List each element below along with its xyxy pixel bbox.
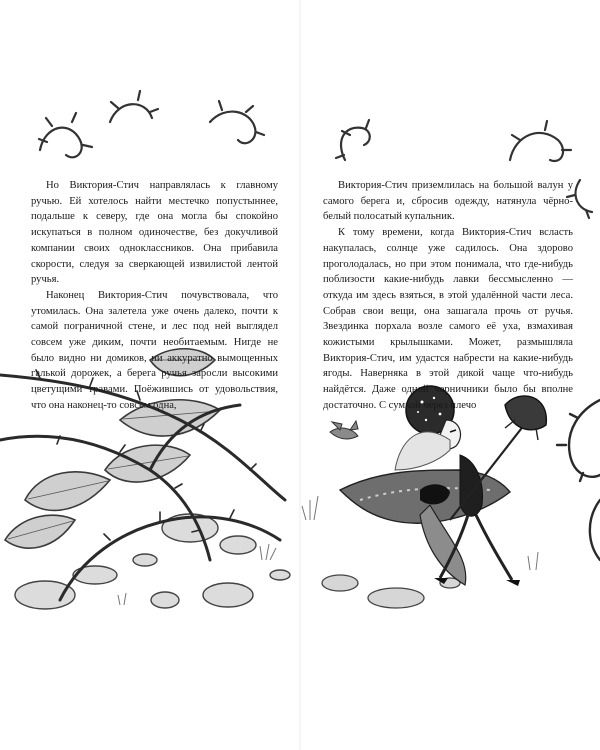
right-text-column <box>323 178 573 414</box>
side-vine <box>557 400 600 560</box>
right-paragraph-2: К тому времени, когда Виктория-Стич всласть накупалась, солнце уже садилось. Она здорово проголодалась, но при этом понимала, что где-нибудь поблизости какие-нибудь лавки бессмысленно — откуда им здесь взяться, в этой удалённой части леса. Собрав свои вещи, она зашагала прочь от ручья. Звездинка порхала возле самого её уха, взмахивая кожистыми крылышками. Может, размышляла Виктория-Стич, им удастся набрести на какие-нибудь ягоды. Наверняка в этой дикой чаще что-нибудь найдётся. Даже одной черничники было бы вполне достаточно. С сумкой через плечо <box>323 227 573 411</box>
right-paragraph-1: Виктория-Стич приземлилась на большой валун у самого берега и, сбросив одежду, натянула чёрно-белый полосатый купальник. <box>323 180 573 223</box>
left-text-column <box>31 178 278 414</box>
top-vine-ornament <box>39 91 264 157</box>
right-page <box>300 0 600 750</box>
fairy-figure <box>340 386 546 586</box>
flying-bat-creature <box>330 421 358 439</box>
left-paragraph-1: Но Виктория-Стич направлялась к главному ручью. Ей хотелось найти местечко попустыннее, подальше к северу, где она могла бы спокойно искупаться в полном одиночестве, без докучливой компании своих одноклассников. Она прибавила скорости, следуя за сверкающей извилистой лентой ручья. <box>31 180 278 286</box>
left-paragraph-2: Наконец Виктория-Стич почувствовала, что утомилась. Она залетела уже очень далеко, почти к самой пограничной стене, и лес под ней выглядел совсем уже диким, почти необитаемым. Нигде не было видно ни домиков, ни аккуратно вымощенных галькой дорожек, а берега ручья заросли высокими цветущими травами. Поёжившись от удовольствия, что она наконец-то совсем одна, <box>31 289 278 411</box>
